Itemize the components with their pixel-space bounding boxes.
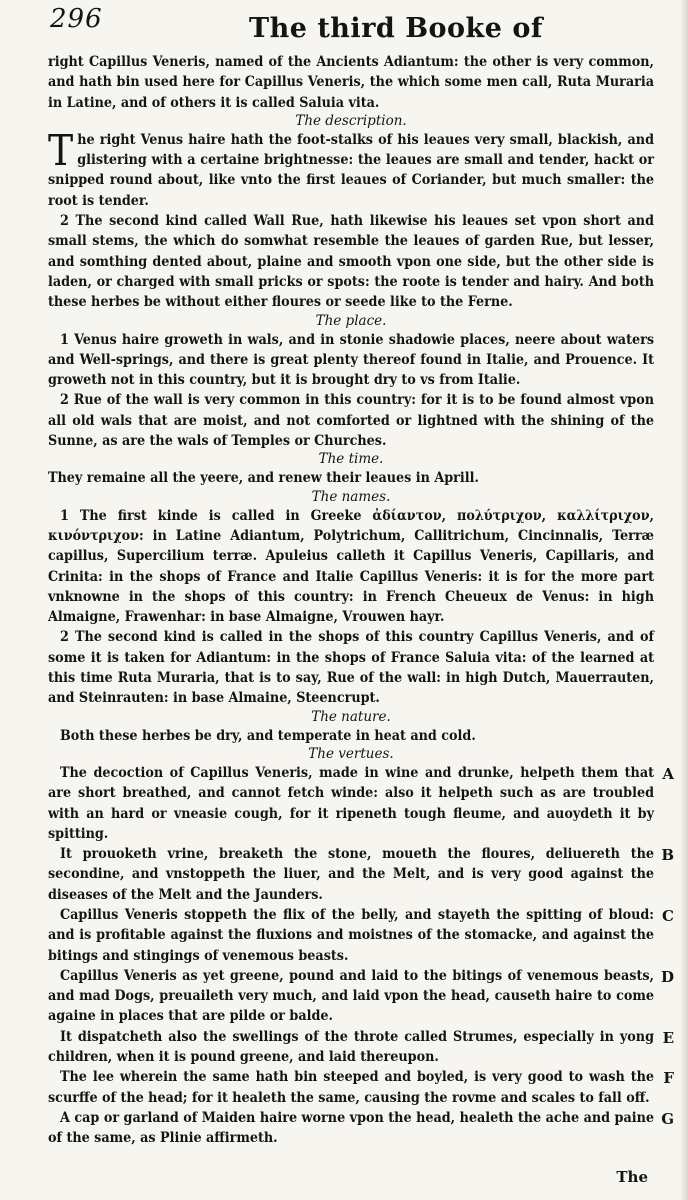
paragraph: It prouoketh vrine, breaketh the stone, moueth the floures, deliuereth the secondine, and vnstoppeth the liuer, and the Melt, and is very good against the diseases of the Melt and the Jaunders. xyxy=(48,846,654,903)
section-heading: The nature. xyxy=(311,708,391,725)
paragraph: Capillus Veneris stoppeth the flix of the belly, and stayeth the spitting of bloud: and is profitable against the fluxions and moistnes of the stomacke, and against the bitings and stingings of venemous beasts. xyxy=(48,906,654,964)
paragraph: Capillus Veneris as yet greene, pound and laid to the bitings of venemous beasts, and mad Dogs, preuaileth very much, and laid vpon the head, causeth haire to come againe in places that are pilde or balde. xyxy=(48,967,654,1025)
section-heading: The place. xyxy=(315,312,387,329)
margin-letter: E xyxy=(662,1029,674,1047)
section-heading: The time. xyxy=(318,451,384,468)
section-heading: The vertues. xyxy=(308,745,394,762)
paragraph: right Capillus Veneris, named of the Ancients Adiantum: the other is very common, and hath bin used here for Capillus Veneris, the which some men call, Ruta Muraria in Latine, and of others it is called Saluia vita. xyxy=(48,54,654,111)
paragraph: 1 The first kinde is called in Greeke ἀδίαντον, πολύτριχον, καλλίτριχον, κινόντριχον: in Latine Adiantum, Polytrichum, Callitrichum, Cincinnalis, Terræ capillus, Supercilium terræ. Apuleius calleth it Capillus Veneris, Capillaris, and Crinita: in the shops of France and Italie Capillus Veneris: it is for the more part vnknowne in the shops of this country: in French Cheueux de Venus: in high Almaigne, Frawenhar: in base Almaigne, Vrouwen hayr. xyxy=(48,507,654,626)
paragraph: 1 Venus haire groweth in wals, and in stonie shadowie places, neere about waters and Well-springs, and there is great plenty thereof found in Italie, and Prouence. It groweth not in this country, but it is brought dry to vs from Italie. xyxy=(48,331,654,389)
running-title: The third Booke of xyxy=(249,13,543,44)
margin-letter: B xyxy=(661,846,674,864)
margin-letter: G xyxy=(661,1110,674,1128)
margin-letter: F xyxy=(663,1069,674,1087)
section-heading: The description. xyxy=(295,112,407,129)
paragraph: They remaine all the yeere, and renew their leaues in Aprill. xyxy=(48,470,479,487)
paragraph: The decoction of Capillus Veneris, made in wine and drunke, helpeth them that are short breathed, and cannot fetch winde: also it helpeth such as are troubled with an hard or vneasie cough, for it ripeneth tough fleume, and auoydeth it by spitting. xyxy=(48,764,654,842)
margin-letter: C xyxy=(662,907,674,925)
section-heading: The names. xyxy=(311,488,391,505)
paragraph: A cap or garland of Maiden haire worne vpon the head, healeth the ache and paine of the same, as Plinie affirmeth. xyxy=(48,1109,654,1147)
paragraph: 2 Rue of the wall is very common in this country: for it is to be found almost vpon all old wals that are moist, and not comforted or lightned with the shining of the Sunne, as are the wals of Temples or Churches. xyxy=(48,392,654,450)
paragraph: 2 The second kind is called in the shops of this country Capillus Veneris, and of some it is taken for Adiantum: in the shops of France Saluia vita: of the learned at this time Ruta Muraria, that is to say, Rue of the wall: in high Dutch, Mauerrauten, and Steinrauten: in base Almaine, Steencrupt. xyxy=(48,629,654,707)
page-gutter-shadow xyxy=(680,0,688,1200)
paragraph: Both these herbes be dry, and temperate in heat and cold. xyxy=(60,727,476,744)
paragraph: The right Venus haire hath the foot-stalks of his leaues very small, blackish, and glistering with a certaine brightnesse: the leaues are small and tender, hackt or snipped round about, like vnto the first leaues of Coriander, but much smaller: the root is tender. xyxy=(48,125,654,209)
page-number: 296 xyxy=(50,4,103,34)
margin-letter: A xyxy=(662,765,674,783)
body-text xyxy=(48,52,654,1149)
paragraph: The lee wherein the same hath bin steeped and boyled, is very good to wash the scurffe of the head; for it healeth the same, causing the rovme and scales to fall off. xyxy=(48,1069,654,1106)
margin-letter: D xyxy=(660,968,674,986)
paragraph: 2 The second kind called Wall Rue, hath likewise his leaues set vpon short and small stems, the which do somwhat resemble the leaues of garden Rue, but lesser, and somthing dented about, plaine and smooth vpon one side, but the other side is laden, or charged with small pricks or spots: the roote is tender and hairy. And both these herbes be without either floures or seede like to the Ferne. xyxy=(48,213,654,311)
catchword: The xyxy=(616,1168,648,1186)
paragraph: It dispatcheth also the swellings of the throte called Strumes, especially in yong children, when it is pound greene, and laid thereupon. xyxy=(48,1028,654,1066)
